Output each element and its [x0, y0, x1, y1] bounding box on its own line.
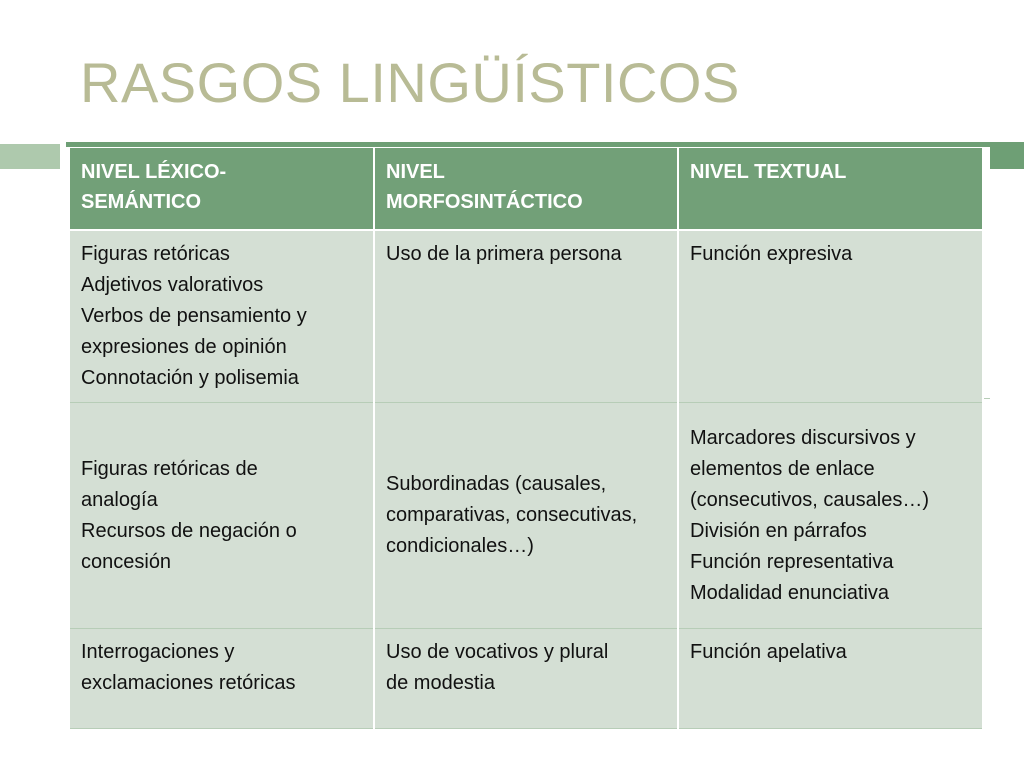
table-cell-lexico-semantico: [69, 230, 374, 403]
table-body: [69, 230, 983, 729]
accent-line: [66, 142, 1024, 147]
accent-bar-left: [0, 144, 60, 169]
cell-line: Adjetivos valorativos: [81, 274, 264, 296]
cell-line: Función expresiva: [690, 243, 853, 265]
cell-line: elementos de enlace: [690, 457, 875, 480]
header-row: [69, 148, 983, 230]
table-row: [69, 403, 983, 629]
table-cell-textual: [678, 230, 983, 403]
cell-line: Función representativa: [690, 550, 894, 573]
cell-line: Marcadores discursivos y: [690, 426, 916, 449]
cell-line: Uso de la primera persona: [386, 243, 622, 265]
table-cell-morfosintactico: [374, 230, 678, 403]
cell-line: expresiones de opinión: [81, 336, 287, 358]
cell-line: Función apelativa: [690, 641, 847, 663]
table-row: [69, 629, 983, 729]
slide-title: RASGOS LINGÜÍSTICOS: [80, 51, 740, 114]
table-cell-textual: [678, 629, 983, 729]
header-line: NIVEL: [386, 161, 445, 183]
header-line: NIVEL TEXTUAL: [690, 161, 847, 183]
table-cell-morfosintactico: [374, 403, 678, 629]
accent-bar-right: [990, 144, 1024, 169]
cell-line: comparativas, consecutivas,: [386, 504, 638, 526]
cell-line: condicionales…): [386, 535, 534, 557]
table-header: [69, 148, 983, 230]
cell-line: concesión: [81, 550, 172, 573]
header-line: NIVEL LÉXICO-: [81, 161, 227, 183]
cell-line: Modalidad enunciativa: [690, 581, 890, 604]
cell-line: División en párrafos: [690, 519, 867, 542]
table-cell-lexico-semantico: [69, 403, 374, 629]
cell-line: Recursos de negación o: [81, 519, 297, 542]
header-line: MORFOSINTÁCTICO: [386, 191, 583, 213]
cell-line: exclamaciones retóricas: [81, 672, 296, 694]
cell-line: Verbos de pensamiento y: [81, 305, 307, 327]
cell-line: Interrogaciones y: [81, 641, 235, 663]
table-cell-textual: [678, 403, 983, 629]
cell-line: de modestia: [386, 672, 495, 694]
header-textual: [678, 148, 983, 230]
cell-line: Figuras retóricas: [81, 243, 230, 265]
table-cell-morfosintactico: [374, 629, 678, 729]
linguistic-features-table: [68, 148, 984, 729]
header-morfosintactico: [374, 148, 678, 230]
table-cell-lexico-semantico: [69, 629, 374, 729]
header-line: SEMÁNTICO: [81, 191, 201, 213]
cell-line: Figuras retóricas de: [81, 457, 258, 480]
cell-line: Subordinadas (causales,: [386, 473, 607, 495]
table-container: [68, 148, 982, 729]
cell-line: Uso de vocativos y plural: [386, 641, 609, 663]
cell-line: analogía: [81, 488, 158, 511]
cell-line: Connotación y polisemia: [81, 367, 299, 389]
table-row: [69, 230, 983, 403]
header-lexico-semantico: [69, 148, 374, 230]
cell-line: (consecutivos, causales…): [690, 488, 929, 511]
